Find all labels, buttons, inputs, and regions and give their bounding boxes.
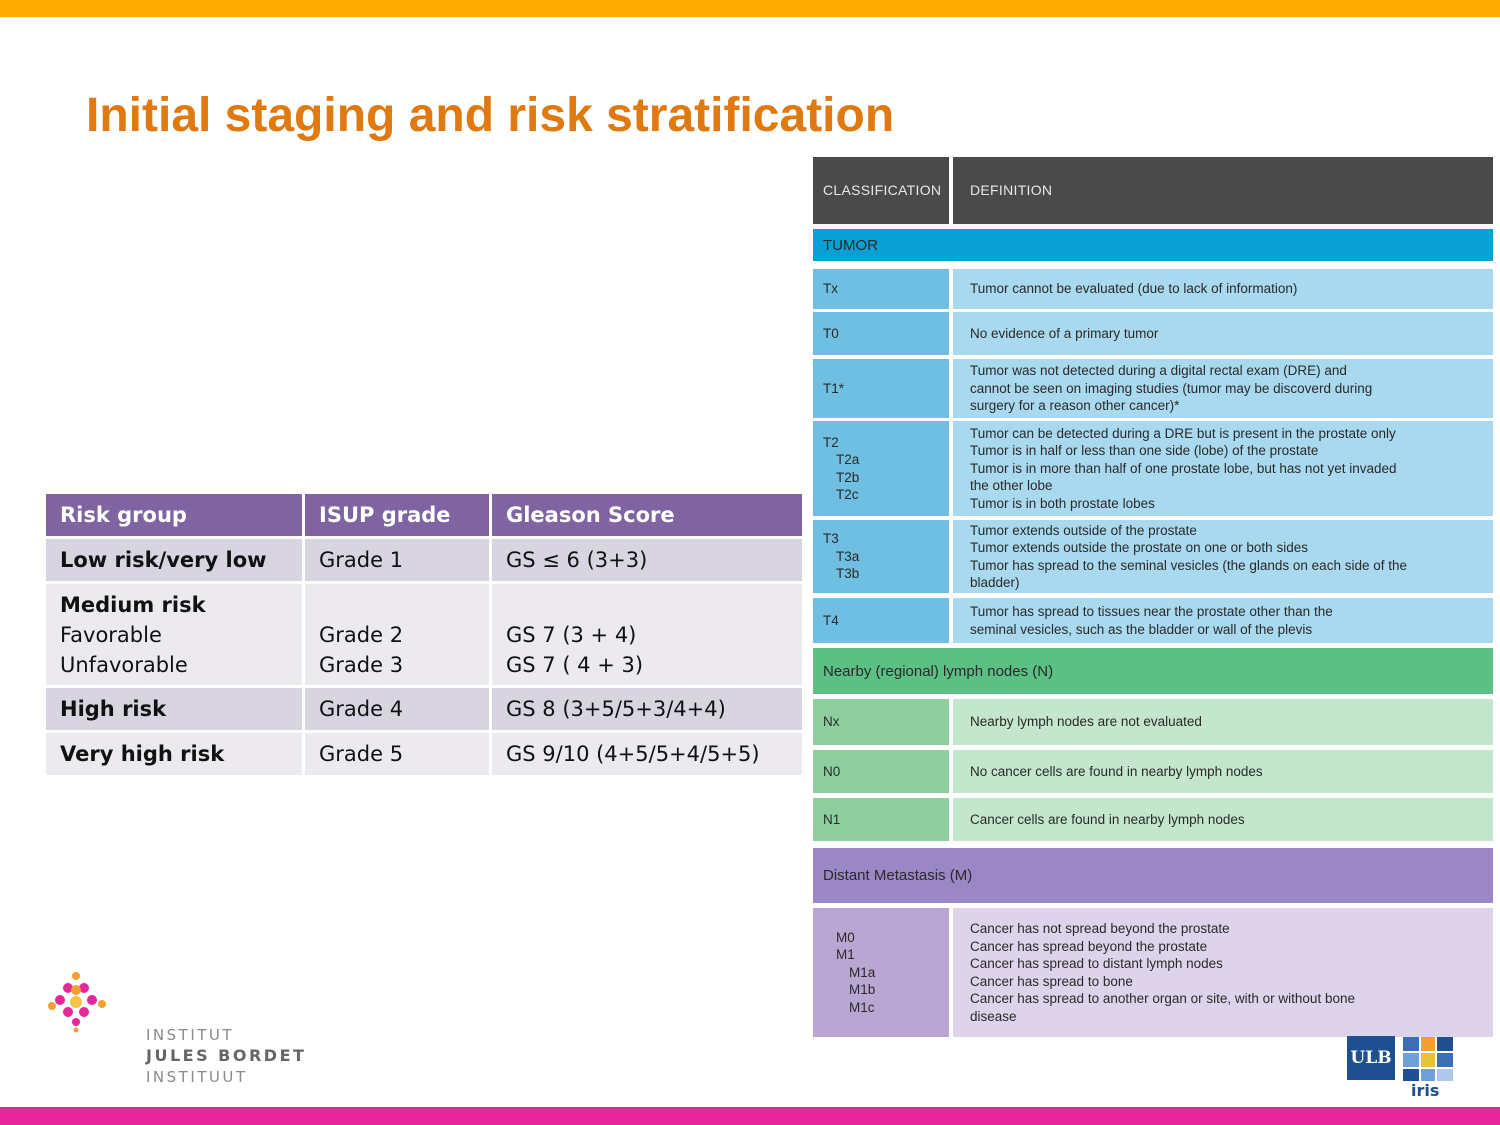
definition-line: Cancer cells are found in nearby lymph nodes [970,811,1245,827]
risk-group-cell: High risk [46,688,302,730]
bordet-text-line: INSTITUUT [146,1068,248,1086]
header-isup-grade: ISUP grade [305,494,489,536]
header-risk-group: Risk group [46,494,302,536]
definition-line: Tumor has spread to tissues near the prostate other than the [970,604,1333,619]
node-section-label: Nearby (regional) lymph nodes (N) [813,648,1493,694]
risk-group-cell [46,584,302,685]
classification-code: T2b [836,469,860,485]
risk-table [46,494,802,778]
definition-line: Tumor is in more than half of one prostate lobe, but has not yet invaded [970,460,1397,476]
classification-code: T3b [836,566,860,582]
risk-subgroup-label: Unfavorable [60,652,188,677]
classification-cell [813,750,949,793]
meta-section-label: Distant Metastasis (M) [813,848,1493,903]
iris-logo-label: iris [1411,1081,1440,1100]
classification-code: M0 [836,929,855,945]
classification-cell [813,312,949,355]
table-row [813,750,1493,793]
isup-grade-cell: Grade 5 [305,733,489,775]
definition-line: surgery for a reason other cancer)* [970,398,1180,414]
bordet-text-line: INSTITUT [146,1026,235,1044]
definition-line: bladder) [970,575,1020,590]
risk-subgroup-label: Favorable [60,622,162,647]
definition-line: Cancer has spread to bone [970,973,1133,989]
classification-code: T3 [823,531,839,547]
classification-code: M1 [836,947,855,963]
bordet-flower-icon [46,970,116,1040]
isup-grade-value: Grade 3 [319,652,404,677]
top-accent-bar [0,0,1500,17]
classification-cell [813,598,949,643]
meta-section-row [813,848,1493,903]
node-section-row [813,648,1493,694]
gleason-score-value: GS 7 (3 + 4) [506,622,637,647]
table-row [813,312,1493,355]
table-row [46,688,802,730]
gleason-score-value: GS 7 ( 4 + 3) [506,652,644,677]
definition-line: No evidence of a primary tumor [970,325,1159,341]
classification-cell [813,908,949,1037]
slide-title: Initial staging and risk stratification [86,89,895,142]
header-definition: DEFINITION [953,157,1493,224]
risk-group-cell: Low risk/very low [46,539,302,581]
ulb-logo: ULB [1347,1036,1395,1080]
tumor-section-label: TUMOR [813,229,1493,261]
classification-code: T3a [836,548,860,564]
table-row [813,598,1493,643]
definition-line: Tumor is in half or less than one side (lobe) of the prostate [970,443,1319,459]
definition-cell [953,520,1493,593]
table-row [813,359,1493,418]
header-gleason-score: Gleason Score [492,494,802,536]
header-classification: CLASSIFICATION [813,157,949,224]
definition-line: No cancer cells are found in nearby lymph nodes [970,763,1263,779]
bordet-text-line: JULES BORDET [146,1046,307,1065]
classification-cell [813,421,949,516]
definition-line: Cancer has spread beyond the prostate [970,938,1208,954]
definition-line: cannot be seen on imaging studies (tumor may be discoverd during [970,380,1373,396]
definition-line: Cancer has spread to distant lymph nodes [970,956,1223,971]
definition-line: Tumor extends outside the prostate on one or both sides [970,540,1308,555]
classification-cell [813,798,949,841]
classification-code: Tx [823,281,838,297]
table-row [46,539,802,581]
definition-cell [953,750,1493,793]
definition-cell [953,269,1493,309]
classification-code: N1 [823,811,841,827]
definition-line: Cancer has spread to another organ or site, with or without bone [970,991,1355,1006]
classification-code: M1c [849,999,875,1015]
bottom-accent-bar [0,1107,1500,1125]
table-row [813,908,1493,1037]
definition-cell [953,908,1493,1037]
risk-table-header [46,494,802,536]
definition-cell [953,312,1493,355]
definition-line: Tumor cannot be evaluated (due to lack of information) [970,281,1298,297]
definition-cell [953,598,1493,643]
classification-code: Nx [823,714,840,730]
institut-bordet-logo [46,970,307,1090]
definition-cell [953,421,1493,516]
classification-code: T1* [823,380,845,396]
classification-code: T0 [823,325,839,341]
definition-line: Tumor can be detected during a DRE but is present in the prostate only [970,425,1396,441]
isup-grade-cell: Grade 4 [305,688,489,730]
tnm-table-header [813,157,1493,224]
definition-line: Cancer has not spread beyond the prostate [970,921,1230,936]
definition-line: Tumor extends outside of the prostate [970,522,1197,538]
classification-cell [813,269,949,309]
definition-cell [953,359,1493,418]
isup-grade-cell: Grade 1 [305,539,489,581]
table-row [46,584,802,685]
gleason-score-cell: GS 8 (3+5/5+3/4+4) [492,688,802,730]
risk-group-cell: Very high risk [46,733,302,775]
table-row [813,269,1493,309]
classification-code: T2c [836,487,859,502]
table-row [813,699,1493,745]
gleason-score-cell [492,584,802,685]
definition-cell [953,798,1493,841]
classification-cell [813,699,949,745]
classification-code: T2 [823,434,839,450]
definition-line: disease [970,1008,1017,1024]
classification-code: M1a [849,964,876,980]
isup-grade-value: Grade 2 [319,622,404,647]
classification-code: M1b [849,982,876,998]
table-row [46,733,802,775]
table-row [813,520,1493,593]
classification-cell [813,359,949,418]
definition-line: Tumor has spread to the seminal vesicles (the glands on each side of the [970,557,1407,573]
isup-grade-cell [305,584,489,685]
definition-line: the other lobe [970,478,1053,494]
definition-line: Tumor is in both prostate lobes [970,495,1155,511]
classification-code: T2a [836,452,860,467]
risk-group-label: Medium risk [60,592,206,617]
table-row [813,798,1493,841]
definition-line: Tumor was not detected during a digital rectal exam (DRE) and [970,363,1347,379]
definition-line: Nearby lymph nodes are not evaluated [970,714,1202,730]
table-row [813,421,1493,516]
classification-cell [813,520,949,593]
definition-cell [953,699,1493,745]
classification-code: N0 [823,763,841,779]
gleason-score-cell: GS ≤ 6 (3+3) [492,539,802,581]
gleason-score-cell: GS 9/10 (4+5/5+4/5+5) [492,733,802,775]
tumor-section-row [813,229,1493,261]
classification-code: T4 [823,612,839,628]
definition-line: seminal vesicles, such as the bladder or wall of the plevis [970,621,1313,637]
